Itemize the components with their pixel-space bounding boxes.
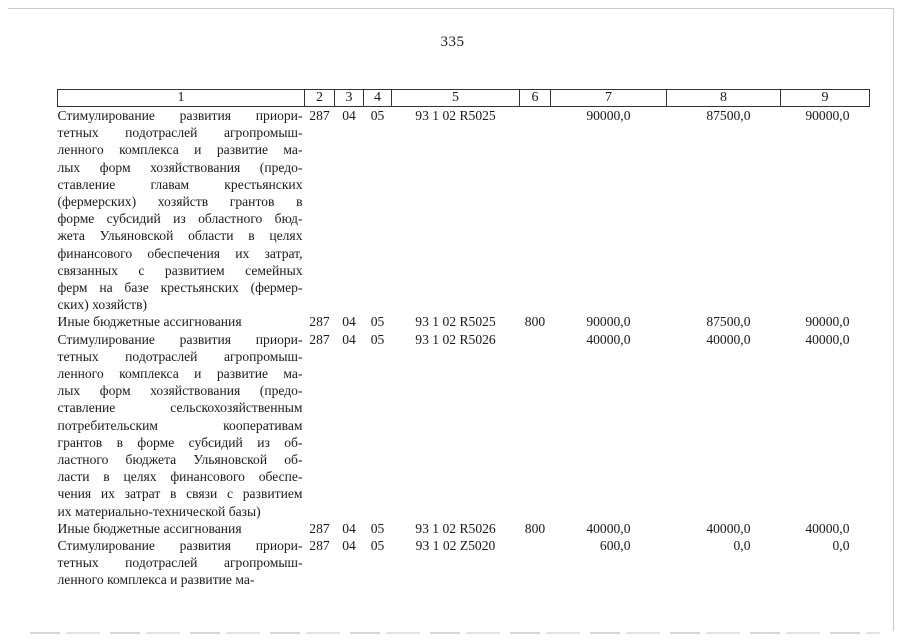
description-line: Стимулирование развития приори-	[57, 331, 303, 347]
description-line: Стимулирование развития приори-	[57, 108, 303, 123]
subsection-code: 05	[370, 538, 385, 554]
description-line: потребительским кооперативам	[57, 417, 303, 433]
description-line: тетных подотраслей агропромыш-	[57, 348, 303, 364]
description-line: ставление главам крестьянских	[57, 176, 303, 192]
description-line: их материально-технической базы)	[57, 503, 261, 519]
description-line: связанных с развитием семейных	[57, 262, 303, 278]
description-line: лых форм хозяйствования (предо-	[57, 383, 303, 399]
amount-year-1: 600,0	[599, 538, 631, 554]
target-article-code: 93 1 02 R5025	[415, 108, 496, 123]
description-line: ленного комплекса и развитие ма-	[57, 572, 255, 588]
description-line: ластного бюджета Ульяновской об-	[57, 452, 303, 468]
expense-type-code	[520, 537, 551, 589]
expense-type-code: 800	[524, 520, 546, 536]
description-line: (фермерских) хозяйств грантов в	[57, 194, 303, 210]
subsection-code: 05	[370, 314, 385, 330]
amount-year-1: 40000,0	[586, 520, 631, 536]
expense-type-code: 800	[524, 314, 546, 330]
description-line: грантов в форме субсидий из об-	[57, 434, 303, 450]
target-article-code: 93 1 02 R5026	[415, 520, 496, 536]
description-line: ленного комплекса и развитие ма-	[57, 142, 303, 158]
column-header: 4	[364, 90, 392, 107]
column-header: 7	[551, 90, 667, 107]
amount-year-2: 40000,0	[706, 520, 751, 536]
table-row	[58, 107, 870, 314]
admin-code: 287	[309, 538, 330, 554]
amount-year-3: 90000,0	[805, 314, 850, 330]
description-line: лых форм хозяйствования (предо-	[57, 159, 303, 175]
column-header: 8	[667, 90, 781, 107]
section-code: 04	[342, 108, 356, 123]
description-line: ленного комплекса и развитие ма-	[57, 366, 303, 382]
expense-type-code	[520, 331, 551, 520]
target-article-code: 93 1 02 Z5020	[415, 538, 496, 554]
description-line: жета Ульяновской области в целях	[57, 228, 303, 244]
description-line: ских) хозяйств)	[57, 297, 148, 313]
column-number-header	[58, 90, 870, 107]
table-row	[58, 313, 870, 330]
column-header: 3	[335, 90, 364, 107]
description-line: чения их затрат в связи с развитием	[57, 486, 303, 502]
row-description	[58, 537, 305, 589]
description-line: тетных подотраслей агропромыш-	[57, 555, 303, 571]
description-line: ласти в целях финансового обеспе-	[57, 469, 303, 485]
table-row	[58, 520, 870, 537]
description-line: финансового обеспечения их затрат,	[57, 245, 303, 261]
row-description	[58, 331, 305, 520]
page-number: 335	[440, 34, 465, 50]
column-header: 9	[781, 90, 870, 107]
amount-year-2: 87500,0	[706, 108, 751, 123]
target-article-code: 93 1 02 R5026	[415, 331, 496, 347]
amount-year-2: 40000,0	[706, 331, 751, 347]
budget-table	[57, 89, 870, 589]
description-line: ставление сельскохозяйственным	[57, 400, 303, 416]
admin-code: 287	[309, 331, 330, 347]
scan-edge-noise	[30, 632, 880, 634]
amount-year-3: 40000,0	[805, 520, 850, 536]
admin-code: 287	[309, 108, 330, 123]
subsection-code: 05	[370, 108, 385, 123]
amount-year-3: 40000,0	[805, 331, 850, 347]
amount-year-3: 0,0	[832, 538, 850, 554]
amount-year-1: 40000,0	[586, 331, 631, 347]
column-header: 1	[58, 90, 305, 107]
column-header: 2	[305, 90, 335, 107]
description-line: Иные бюджетные ассигнования	[57, 520, 242, 536]
row-description	[58, 520, 305, 537]
amount-year-3: 90000,0	[805, 108, 850, 123]
amount-year-1: 90000,0	[586, 108, 631, 123]
expense-type-code	[520, 107, 551, 314]
subsection-code: 05	[370, 520, 385, 536]
admin-code: 287	[309, 520, 330, 536]
section-code: 04	[342, 314, 356, 330]
description-line: Иные бюджетные ассигнования	[57, 314, 242, 330]
amount-year-2: 0,0	[733, 538, 751, 554]
description-line: ферм на базе крестьянских (фермер-	[57, 280, 303, 296]
table-row	[58, 331, 870, 520]
amount-year-1: 90000,0	[586, 314, 631, 330]
section-code: 04	[342, 520, 356, 536]
description-line: тетных подотраслей агропромыш-	[57, 125, 303, 141]
table-row	[58, 537, 870, 589]
admin-code: 287	[309, 314, 330, 330]
column-header: 6	[520, 90, 551, 107]
section-code: 04	[342, 538, 356, 554]
row-description	[58, 313, 305, 330]
amount-year-2: 87500,0	[706, 314, 751, 330]
section-code: 04	[342, 331, 356, 347]
column-header: 5	[392, 90, 520, 107]
row-description	[58, 107, 305, 314]
subsection-code: 05	[370, 331, 385, 347]
description-line: Стимулирование развития приори-	[57, 538, 303, 554]
target-article-code: 93 1 02 R5025	[415, 314, 496, 330]
description-line: форме субсидий из областного бюд-	[57, 211, 303, 227]
